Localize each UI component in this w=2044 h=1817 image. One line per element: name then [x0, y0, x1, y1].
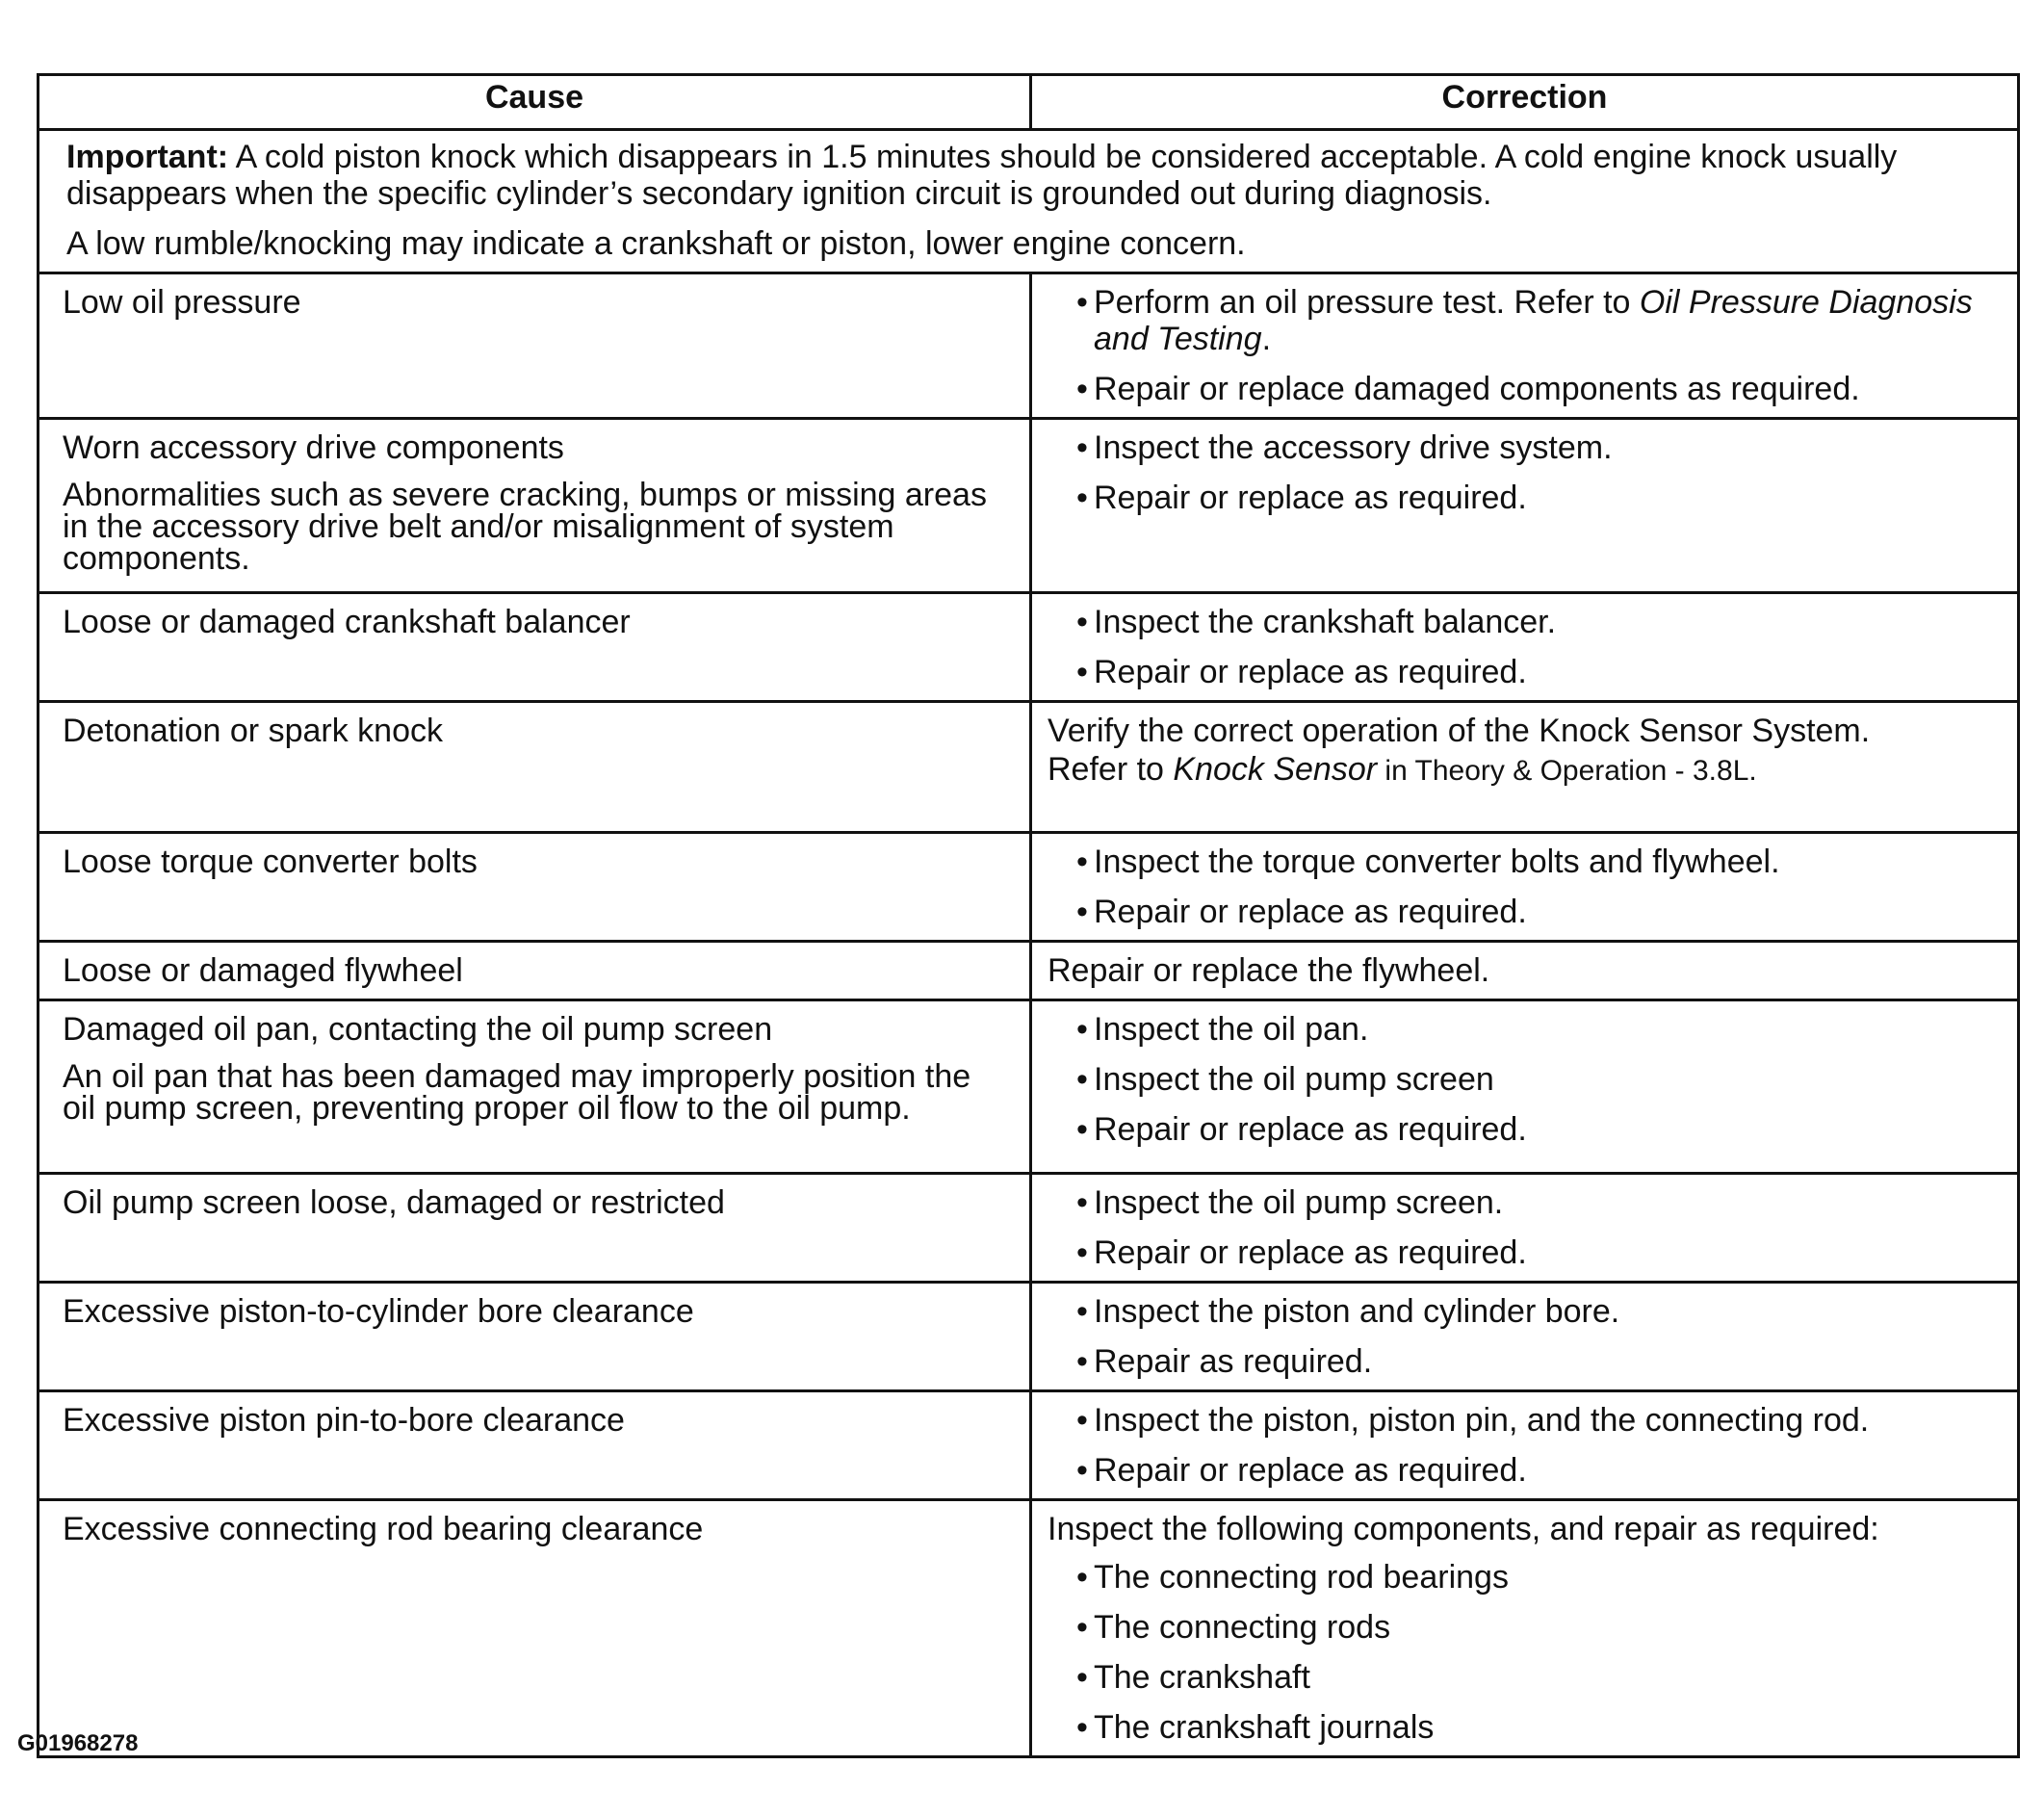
- correction-list: [1048, 1559, 1998, 1746]
- correction-list: [1048, 284, 1998, 407]
- cause-text: Worn accessory drive components: [63, 429, 564, 466]
- correction-cell: [1031, 1174, 2019, 1283]
- correction-text: Verify the correct operation of the Knock Sensor System.: [1048, 713, 1871, 749]
- table-row: [39, 1174, 2019, 1283]
- correction-item: • Inspect the crankshaft balancer.: [1048, 604, 1998, 640]
- correction-list: [1048, 429, 1998, 516]
- important-note-row: [39, 130, 2019, 273]
- correction-item: • Repair as required.: [1048, 1343, 1998, 1380]
- important-note: [66, 139, 1994, 212]
- cause-text: Excessive connecting rod bearing clearance: [63, 1511, 704, 1547]
- cause-detail: Abnormalities such as severe cracking, bumps or missing areas in the accessory drive belt and/or misalignment of system components.: [63, 477, 987, 577]
- header-correction: Correction: [1031, 75, 2019, 130]
- correction-item: • Repair or replace as required.: [1048, 1234, 1998, 1271]
- correction-item: • The connecting rods: [1048, 1609, 1998, 1646]
- correction-reference: Refer to Knock Sensor in Theory & Operation - 3.8L.: [1048, 751, 1757, 788]
- cause-cell: [39, 419, 1031, 593]
- correction-cell: [1031, 273, 2019, 419]
- correction-item: • Inspect the accessory drive system.: [1048, 429, 1998, 466]
- correction-item: • The crankshaft: [1048, 1659, 1998, 1696]
- table-header-row: [39, 75, 2019, 130]
- correction-item: • Repair or replace as required.: [1048, 654, 1998, 690]
- correction-list: [1048, 1184, 1998, 1271]
- correction-cell: [1031, 702, 2019, 833]
- table-row: [39, 593, 2019, 702]
- correction-item: • The connecting rod bearings: [1048, 1559, 1998, 1596]
- correction-item: • Repair or replace damaged components as required.: [1048, 371, 1998, 407]
- correction-item: • Inspect the oil pan.: [1048, 1011, 1998, 1048]
- correction-item: • Repair or replace as required.: [1048, 1452, 1998, 1489]
- correction-item: • Inspect the piston and cylinder bore.: [1048, 1293, 1998, 1330]
- cause-text: Loose torque converter bolts: [63, 844, 478, 880]
- correction-intro: Inspect the following components, and repair as required:: [1048, 1511, 1879, 1547]
- correction-list: [1048, 1011, 1998, 1148]
- header-cause: Cause: [39, 75, 1031, 130]
- correction-item: • Repair or replace as required.: [1048, 480, 1998, 516]
- cause-cell: [39, 273, 1031, 419]
- table-row: [39, 702, 2019, 833]
- cause-cell: [39, 1500, 1031, 1757]
- figure-id: G01968278: [17, 1730, 139, 1756]
- table-row: [39, 1283, 2019, 1391]
- table-row: [39, 942, 2019, 1000]
- correction-item: • Repair or replace as required.: [1048, 894, 1998, 930]
- correction-cell: [1031, 1283, 2019, 1391]
- reference-oil-pressure-diagnosis: Oil Pressure Diagnosis and Testing: [1094, 284, 1973, 357]
- cause-cell: [39, 1174, 1031, 1283]
- cause-cell: [39, 942, 1031, 1000]
- reference-location: in Theory & Operation - 3.8L.: [1377, 755, 1757, 787]
- correction-list: [1048, 1402, 1998, 1489]
- diagnosis-table-container: [37, 73, 2017, 1758]
- correction-cell: [1031, 942, 2019, 1000]
- important-text: A cold piston knock which disappears in 1.5 minutes should be considered acceptable. A cold engine knock usually disappears when the specific cylinder’s secondary ignition circuit is grounded out during diagnosis.: [66, 139, 1898, 212]
- cause-cell: [39, 593, 1031, 702]
- correction-cell: [1031, 593, 2019, 702]
- reference-knock-sensor: Knock Sensor: [1173, 751, 1378, 788]
- correction-text: Repair or replace the flywheel.: [1048, 952, 1490, 989]
- cause-cell: [39, 1391, 1031, 1500]
- correction-item: • Perform an oil pressure test. Refer to Oil Pressure Diagnosis and Testing.: [1048, 284, 1998, 357]
- important-label: Important:: [66, 139, 229, 175]
- correction-cell: [1031, 419, 2019, 593]
- cause-detail: An oil pan that has been damaged may improperly position the oil pump screen, preventing proper oil flow to the oil pump.: [63, 1058, 971, 1127]
- table-row: [39, 1000, 2019, 1174]
- cause-cell: [39, 833, 1031, 942]
- table-row: [39, 419, 2019, 593]
- cause-cell: [39, 702, 1031, 833]
- correction-list: [1048, 604, 1998, 690]
- cause-text: Damaged oil pan, contacting the oil pump screen: [63, 1011, 773, 1048]
- correction-list: [1048, 1293, 1998, 1380]
- table-row: [39, 833, 2019, 942]
- correction-cell: [1031, 1000, 2019, 1174]
- cause-text: Loose or damaged crankshaft balancer: [63, 604, 631, 640]
- correction-item: • Inspect the oil pump screen: [1048, 1061, 1998, 1098]
- correction-item: • Inspect the oil pump screen.: [1048, 1184, 1998, 1221]
- table-row: [39, 273, 2019, 419]
- cause-text: Loose or damaged flywheel: [63, 952, 463, 989]
- cause-cell: [39, 1283, 1031, 1391]
- cause-text: Excessive piston-to-cylinder bore clearance: [63, 1293, 694, 1330]
- cause-cell: [39, 1000, 1031, 1174]
- correction-item: • The crankshaft journals: [1048, 1709, 1998, 1746]
- table-row: [39, 1500, 2019, 1757]
- correction-cell: [1031, 1500, 2019, 1757]
- cause-text: Excessive piston pin-to-bore clearance: [63, 1402, 625, 1439]
- correction-item: • Inspect the piston, piston pin, and the connecting rod.: [1048, 1402, 1998, 1439]
- cause-text: Low oil pressure: [63, 284, 301, 321]
- correction-item: • Inspect the torque converter bolts and flywheel.: [1048, 844, 1998, 880]
- engine-knock-diagnosis-table: [37, 73, 2020, 1758]
- important-note-cell: [39, 130, 2019, 273]
- correction-cell: [1031, 1391, 2019, 1500]
- correction-item: • Repair or replace as required.: [1048, 1111, 1998, 1148]
- cause-text: Detonation or spark knock: [63, 713, 443, 749]
- cause-text: Oil pump screen loose, damaged or restricted: [63, 1184, 725, 1221]
- table-row: [39, 1391, 2019, 1500]
- important-secondary-note: A low rumble/knocking may indicate a crankshaft or piston, lower engine concern.: [66, 225, 1246, 262]
- correction-list: [1048, 844, 1998, 930]
- correction-cell: [1031, 833, 2019, 942]
